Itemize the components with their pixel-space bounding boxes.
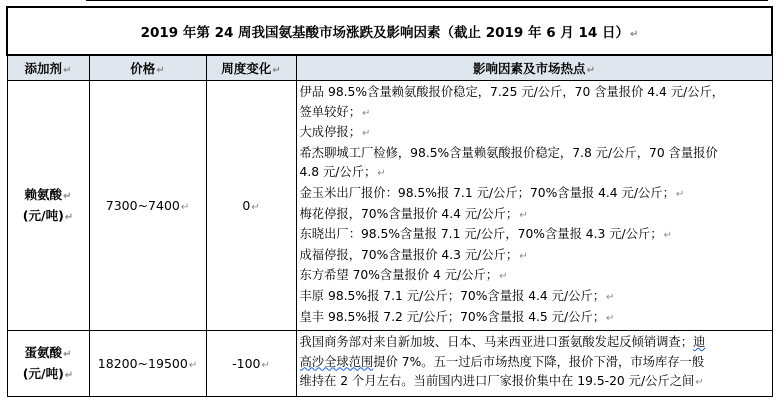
paragraph-mark: ↵ bbox=[63, 65, 72, 76]
paragraph-mark: ↵ bbox=[606, 291, 615, 303]
header-weekly-change bbox=[206, 55, 296, 81]
methionine-price-cell bbox=[89, 331, 206, 397]
paragraph-mark: ↵ bbox=[519, 209, 528, 221]
methionine-price: 18200~19500 bbox=[97, 356, 188, 372]
lysine-factors-cell bbox=[296, 81, 772, 331]
spellcheck-marked-text: 迪 bbox=[693, 335, 706, 350]
methionine-factor-line bbox=[300, 353, 769, 373]
lysine-unit: (元/吨) bbox=[22, 207, 64, 223]
paragraph-mark: ↵ bbox=[272, 65, 281, 76]
methionine-factor-line bbox=[300, 333, 769, 353]
paragraph-mark: ↵ bbox=[362, 128, 371, 140]
lysine-factor-line bbox=[300, 163, 769, 184]
paragraph-mark: ↵ bbox=[377, 168, 386, 180]
lysine-factor-line bbox=[300, 308, 769, 329]
paragraph-mark: ↵ bbox=[64, 211, 74, 223]
lysine-factor-text: 金玉米出厂报价：98.5%报 7.1 元/公斤；70%含量报 4.4 元/公斤； bbox=[299, 185, 675, 200]
methionine-factor-text: 提价 7%。五一过后市场热度下降，报价下滑，市场库存一般 bbox=[373, 354, 705, 369]
methionine-change: -100 bbox=[232, 356, 261, 372]
header-factors-label: 影响因素及市场热点 bbox=[473, 61, 586, 76]
lysine-factor-line bbox=[300, 205, 769, 226]
methionine-factor-text: 维持在 2 个月左右。当前国内进口厂家报价集中在 19.5-20 元/公斤之间 bbox=[299, 374, 695, 389]
paragraph-mark: ↵ bbox=[499, 271, 508, 283]
paragraph-mark: ↵ bbox=[188, 360, 198, 372]
methionine-name-cell bbox=[7, 331, 89, 397]
paragraph-mark: ↵ bbox=[64, 369, 74, 381]
methionine-change-cell bbox=[206, 331, 296, 397]
paragraph-mark: ↵ bbox=[630, 29, 639, 40]
lysine-price-cell bbox=[89, 81, 206, 331]
header-price bbox=[89, 55, 206, 81]
lysine-factor-text: 大成停报； bbox=[299, 125, 361, 140]
lysine-factor-text: 4.8 元/公斤； bbox=[299, 165, 377, 180]
lysine-factor-line bbox=[300, 246, 769, 267]
lysine-factor-line bbox=[300, 184, 769, 205]
lysine-factor-line: 伊品 98.5%含量赖氨酸报价稳定，7.25 元/公斤，70 含量报价 4.4 元/公斤， bbox=[299, 85, 725, 99]
spellcheck-marked-text: 高沙全球范围 bbox=[299, 354, 374, 369]
lysine-factor-text: 东晓出厂：98.5%含量报 7.1 元/公斤，70%含量报 4.3 元/公斤； bbox=[299, 227, 663, 242]
lysine-factor-text: 东方希望 70%含量报价 4 元/公斤； bbox=[299, 268, 499, 283]
table-title bbox=[7, 7, 772, 55]
lysine-name-cell bbox=[7, 81, 89, 331]
lysine-change-cell bbox=[206, 81, 296, 331]
lysine-factor-text: 梅花停报，70%含量报价 4.4 元/公斤； bbox=[299, 206, 519, 221]
header-factors bbox=[296, 55, 772, 81]
lysine-price: 7300~7400 bbox=[105, 198, 180, 214]
methionine-factor-line bbox=[300, 372, 769, 393]
header-weekly-change-label: 周度变化 bbox=[221, 61, 272, 76]
lysine-factor-text: 签单较好； bbox=[299, 104, 361, 119]
table-row-lysine bbox=[7, 81, 772, 331]
paragraph-mark: ↵ bbox=[606, 312, 615, 324]
table-title-text: 2019 年第 24 周我国氨基酸市场涨跌及影响因素（截止 2019 年 6 月 14 日） bbox=[140, 25, 630, 41]
paragraph-mark: ↵ bbox=[63, 348, 72, 360]
lysine-factor-text: 皇丰 98.5%报 7.2 元/公斤；70%含量报 4.5 元/公斤； bbox=[299, 309, 605, 324]
header-additive-label: 添加剂 bbox=[24, 61, 63, 76]
lysine-factor-line bbox=[300, 225, 769, 246]
header-additive bbox=[7, 55, 89, 81]
methionine-name: 蛋氨酸 bbox=[24, 344, 63, 360]
methionine-factors-cell bbox=[296, 331, 772, 397]
paragraph-mark: ↵ bbox=[519, 250, 528, 262]
lysine-change: 0 bbox=[242, 198, 251, 214]
top-border-line bbox=[86, 0, 768, 1]
paragraph-mark: ↵ bbox=[695, 377, 704, 389]
lysine-factor-line bbox=[300, 123, 769, 144]
paragraph-mark: ↵ bbox=[675, 188, 685, 200]
lysine-factor-text: 丰原 98.5%报 7.1 元/公斤；70%含量报 4.4 元/公斤； bbox=[299, 288, 605, 303]
paragraph-mark: ↵ bbox=[251, 202, 260, 214]
amino-acid-market-table bbox=[6, 6, 773, 397]
lysine-factor-line bbox=[300, 266, 769, 287]
lysine-factor-line: 希杰聊城工厂检修，98.5%含量赖氨酸报价稳定，7.8 元/公斤，70 含量报价 bbox=[299, 145, 718, 160]
methionine-unit: (元/吨) bbox=[22, 365, 64, 381]
paragraph-mark: ↵ bbox=[362, 107, 371, 119]
lysine-factor-line bbox=[300, 287, 769, 308]
paragraph-mark: ↵ bbox=[663, 230, 672, 242]
header-row bbox=[7, 55, 772, 81]
paragraph-mark: ↵ bbox=[261, 360, 270, 372]
lysine-name: 赖氨酸 bbox=[24, 186, 63, 202]
lysine-factor-text: 成福停报，70%含量报价 4.3 元/公斤； bbox=[299, 247, 519, 262]
paragraph-mark: ↵ bbox=[156, 65, 165, 76]
lysine-factor-line bbox=[300, 103, 769, 124]
header-price-label: 价格 bbox=[130, 61, 156, 76]
table-row-methionine bbox=[7, 331, 772, 397]
paragraph-mark: ↵ bbox=[180, 202, 190, 214]
paragraph-mark: ↵ bbox=[586, 65, 595, 76]
paragraph-mark: ↵ bbox=[63, 190, 72, 202]
methionine-factor-text: 我国商务部对来自新加坡、日本、马来西亚进口蛋氨酸发起反倾销调查； bbox=[299, 335, 694, 350]
